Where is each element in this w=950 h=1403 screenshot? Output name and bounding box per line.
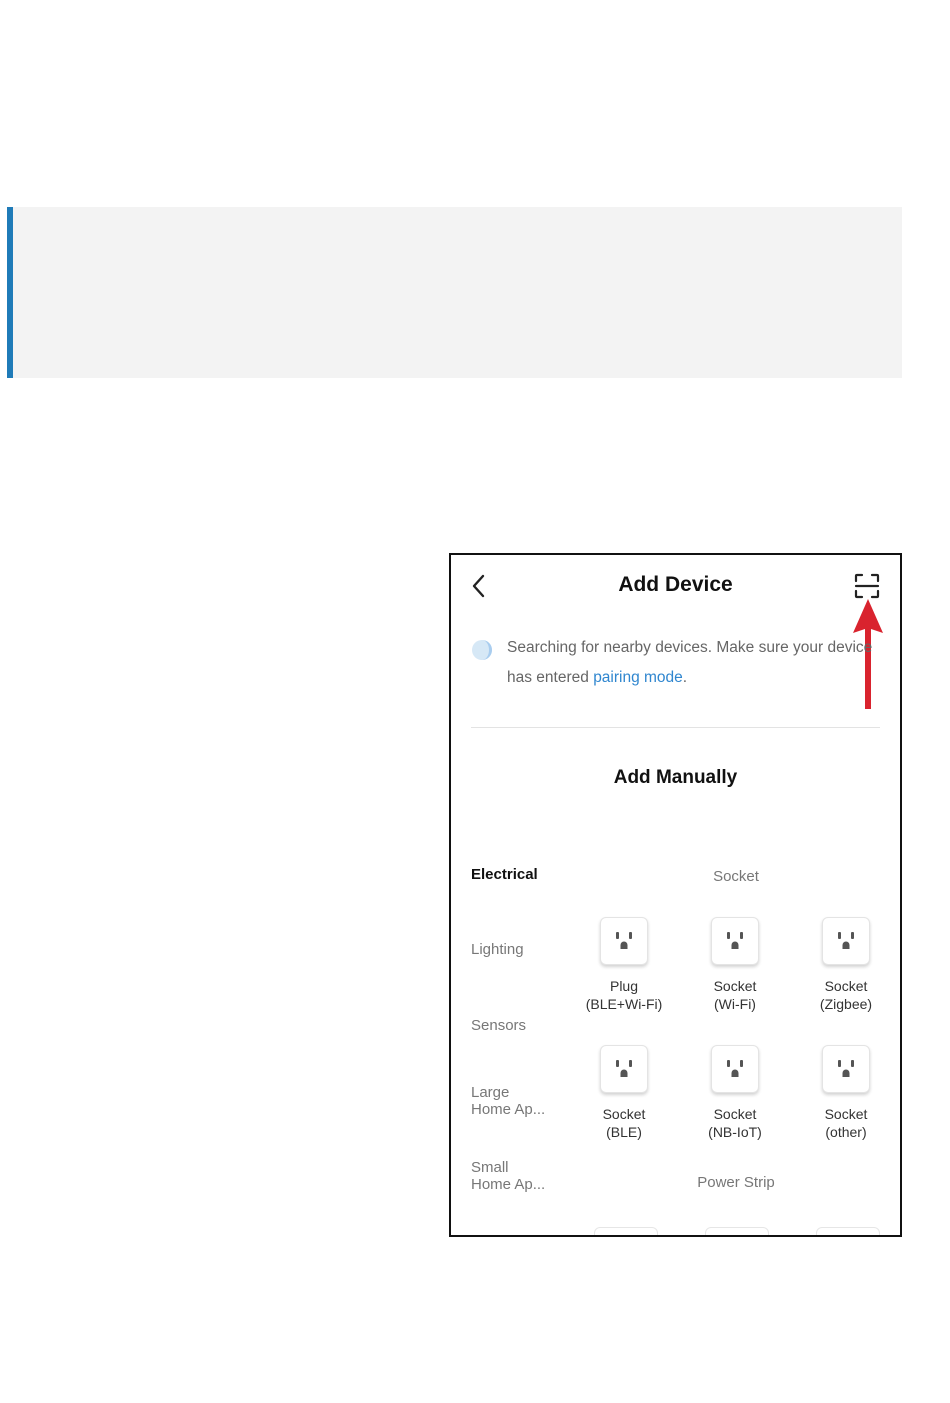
socket-icon — [612, 1057, 636, 1081]
device-name: Socket (Wi-Fi) — [713, 978, 757, 1012]
category-item[interactable]: Small Home Ap... — [471, 1159, 546, 1193]
device-option[interactable] — [791, 1045, 901, 1141]
socket-icon — [834, 1057, 858, 1081]
phone-screenshot — [449, 553, 902, 1237]
scan-icon[interactable] — [854, 573, 880, 599]
device-tile — [711, 1045, 759, 1093]
socket-icon — [834, 929, 858, 953]
device-tile-partial — [816, 1227, 880, 1237]
socket-icon — [612, 929, 636, 953]
search-message — [507, 633, 881, 693]
device-name: Plug (BLE+Wi-Fi) — [585, 978, 663, 1012]
category-item[interactable]: Sensors — [471, 1017, 527, 1034]
device-tile — [822, 917, 870, 965]
device-name: Socket (NB-IoT) — [708, 1106, 762, 1140]
divider — [471, 727, 880, 728]
add-manually-title: Add Manually — [613, 767, 738, 788]
note-box — [7, 207, 902, 378]
searching-spinner-icon — [471, 639, 493, 661]
device-tile — [711, 917, 759, 965]
socket-icon — [723, 1057, 747, 1081]
category-item[interactable]: Lighting — [471, 941, 524, 958]
device-tile — [822, 1045, 870, 1093]
group-label-power-strip: Power Strip — [697, 1174, 775, 1191]
device-option[interactable] — [569, 917, 679, 1013]
category-item[interactable]: Large Home Ap... — [471, 1084, 546, 1118]
device-tile — [600, 1045, 648, 1093]
device-name: Socket (Zigbee) — [819, 978, 873, 1012]
device-option[interactable] — [680, 917, 790, 1013]
search-status — [471, 633, 881, 693]
device-option[interactable] — [791, 917, 901, 1013]
search-text-main: Searching for nearby devices. Make sure your device has entered — [507, 639, 873, 686]
pairing-mode-link[interactable]: pairing mode — [593, 669, 683, 686]
device-tile — [600, 917, 648, 965]
page-title: Add Device — [618, 573, 733, 596]
device-name: Socket (other) — [824, 1106, 868, 1140]
device-tile-partial — [594, 1227, 658, 1237]
search-text-end: . — [682, 669, 688, 686]
device-option[interactable] — [569, 1045, 679, 1141]
device-name: Socket (BLE) — [602, 1106, 646, 1140]
socket-icon — [723, 929, 747, 953]
group-label-socket: Socket — [713, 868, 759, 885]
device-tile-partial — [705, 1227, 769, 1237]
device-option[interactable] — [680, 1045, 790, 1141]
category-item[interactable]: Electrical — [471, 866, 538, 883]
